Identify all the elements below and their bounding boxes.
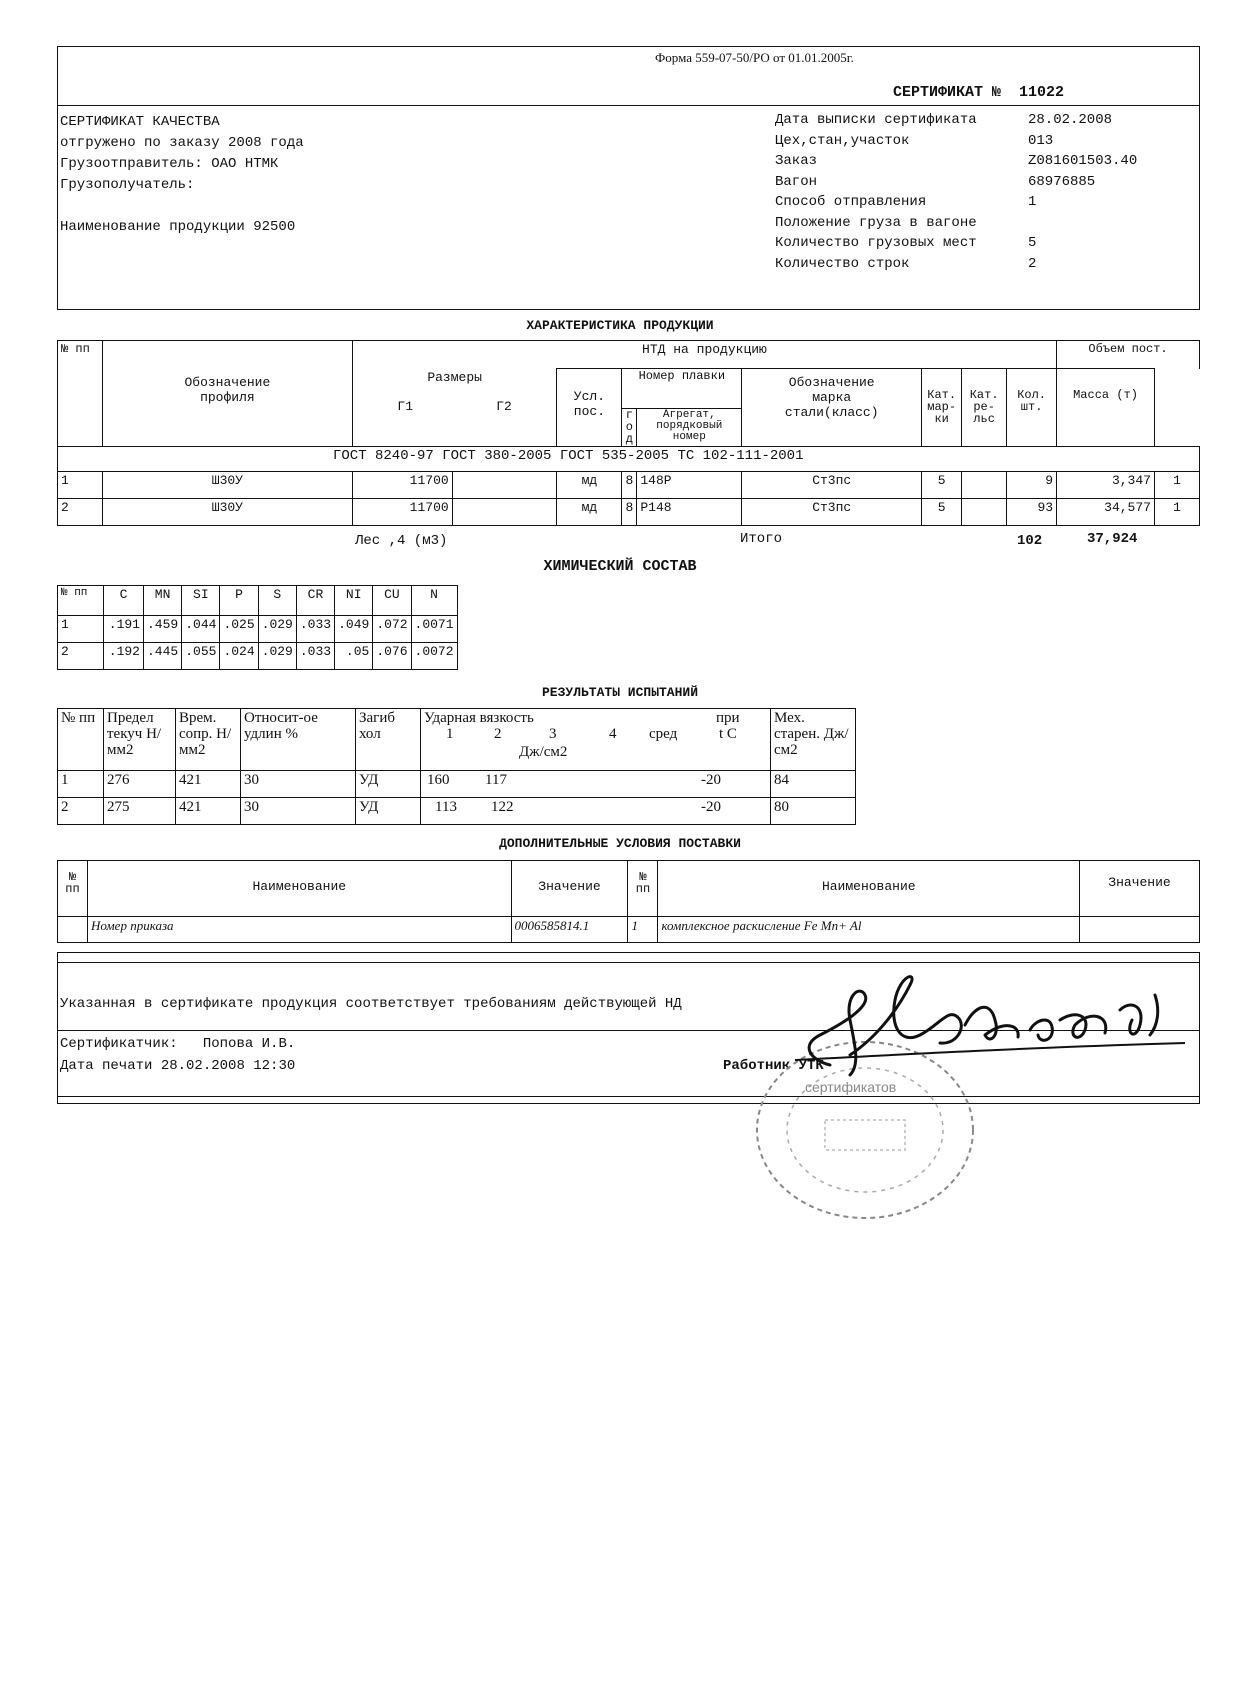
header-left bbox=[60, 112, 304, 238]
product-th-profile: Обозначение профиля bbox=[102, 341, 352, 447]
additional-cell-empty bbox=[58, 917, 88, 943]
chemical-cell: .024 bbox=[220, 643, 258, 670]
header-left-line: Грузоотправитель: ОАО НТМК bbox=[60, 156, 279, 172]
header-right bbox=[775, 110, 1137, 274]
product-cell-steel: Ст3пс bbox=[742, 499, 922, 526]
product-table bbox=[57, 340, 1200, 526]
tests-th-yield: Предел текуч Н/мм2 bbox=[104, 709, 176, 771]
product-cell-qty: 9 bbox=[1007, 472, 1057, 499]
certificate-label: СЕРТИФИКАТ № bbox=[893, 84, 1002, 101]
additional-cell-name2: комплексное раскисление Fe Mn+ Al bbox=[658, 917, 1080, 943]
tests-th-nn: № пп bbox=[58, 709, 104, 771]
chemical-th: N bbox=[411, 586, 457, 616]
certificate-value: 11022 bbox=[1019, 84, 1065, 101]
tests-cell-bend: УД bbox=[356, 798, 421, 825]
tests-th-at: при bbox=[716, 710, 740, 726]
tests-th-impact bbox=[421, 709, 771, 771]
chemical-cell: 2 bbox=[58, 643, 104, 670]
tests-th-unit: Дж/см2 bbox=[519, 744, 568, 760]
footer-divider-top bbox=[57, 962, 1200, 963]
product-cell-g2 bbox=[452, 499, 557, 526]
product-cell-profile: Ш30У bbox=[102, 472, 352, 499]
header-left-line: отгружено по заказу 2008 года bbox=[60, 135, 304, 151]
tests-th-i2: 2 bbox=[494, 726, 502, 742]
footer-certifier-name: Попова И.В. bbox=[202, 1036, 296, 1052]
product-th-cat-rel: Кат. ре-льс bbox=[962, 369, 1007, 447]
product-th-g2: Г2 bbox=[496, 398, 512, 414]
chemical-cell: 1 bbox=[58, 616, 104, 643]
header-right-row: Способ отправления 1 bbox=[775, 194, 1037, 210]
product-th-year: г о д bbox=[622, 409, 637, 447]
product-th-aggregate: Агрегат, порядковый номер bbox=[637, 409, 742, 447]
header-right-row: Дата выписки сертификата 28.02.2008 bbox=[775, 112, 1113, 128]
header-right-row: Вагон 68976885 bbox=[775, 173, 1096, 190]
product-th-sizes-label: Размеры bbox=[427, 369, 482, 385]
chemical-cell: .033 bbox=[296, 643, 334, 670]
tests-th-impact-label: Ударная вязкость bbox=[424, 710, 534, 726]
header-left-line: Наименование продукции 92500 bbox=[60, 219, 296, 235]
chemical-cell: .033 bbox=[296, 616, 334, 643]
tests-th-i4: 4 bbox=[609, 726, 617, 742]
tests-cell-bend: УД bbox=[356, 771, 421, 798]
tests-cell-tensile: 421 bbox=[176, 798, 241, 825]
section-title-additional: ДОПОЛНИТЕЛЬНЫЕ УСЛОВИЯ ПОСТАВКИ bbox=[499, 836, 741, 851]
tests-cell-elong: 30 bbox=[241, 771, 356, 798]
product-th-cat-mark: Кат. мар-ки bbox=[922, 369, 962, 447]
additional-th-name: Наименование bbox=[87, 861, 511, 917]
product-cell-cat-mark: 5 bbox=[922, 499, 962, 526]
additional-th-nn2: № пп bbox=[628, 861, 658, 917]
tests-cell-i2: 117 bbox=[485, 772, 507, 788]
tests-th-i1: 1 bbox=[446, 726, 454, 742]
section-title-product: ХАРАКТЕРИСТИКА ПРОДУКЦИИ bbox=[526, 318, 714, 333]
product-th-sizes bbox=[352, 369, 557, 447]
tests-cell-i1: 160 bbox=[427, 772, 450, 788]
chemical-cell: .191 bbox=[104, 616, 144, 643]
product-cell-cat-rel bbox=[962, 472, 1007, 499]
product-cell-nn: 2 bbox=[58, 499, 103, 526]
chemical-cell: .192 bbox=[104, 643, 144, 670]
additional-table bbox=[57, 860, 1200, 943]
chemical-th: SI bbox=[182, 586, 220, 616]
header-left-line: СЕРТИФИКАТ КАЧЕСТВА bbox=[60, 114, 220, 130]
footer-divider-bottom bbox=[57, 1096, 1200, 1097]
tests-cell-i1: 113 bbox=[435, 799, 457, 815]
chemical-th: NI bbox=[335, 586, 373, 616]
footer-worker-label: Работник УТК bbox=[723, 1058, 824, 1074]
tests-cell-elong: 30 bbox=[241, 798, 356, 825]
product-th-volume: Объем пост. bbox=[1057, 341, 1200, 369]
chemical-cell: .025 bbox=[220, 616, 258, 643]
chemical-cell: .459 bbox=[144, 616, 182, 643]
tests-cell-nn: 2 bbox=[58, 798, 104, 825]
product-cell-mass: 3,347 bbox=[1057, 472, 1155, 499]
header-divider bbox=[57, 105, 1200, 106]
header-right-row: Цех,стан,участок 013 bbox=[775, 132, 1054, 149]
product-th-heat: Номер плавки bbox=[622, 369, 742, 409]
product-cell-qty: 93 bbox=[1007, 499, 1057, 526]
chemical-cell: .0072 bbox=[411, 643, 457, 670]
chemical-cell: .029 bbox=[258, 643, 296, 670]
footer-print-date: 28.02.2008 12:30 bbox=[160, 1058, 296, 1074]
certificate-number bbox=[893, 84, 1064, 101]
header-left-line bbox=[60, 196, 304, 217]
tests-th-tensile: Врем. сопр. Н/мм2 bbox=[176, 709, 241, 771]
additional-cell-name: Номер приказа bbox=[87, 917, 511, 943]
footer-statement: Указанная в сертификате продукция соответствует требованиям действующей НД bbox=[60, 996, 682, 1012]
chemical-cell: .072 bbox=[373, 616, 411, 643]
tests-cell-tensile: 421 bbox=[176, 771, 241, 798]
tests-cell-aging: 80 bbox=[771, 798, 856, 825]
product-footer-total-label: Итого bbox=[740, 531, 783, 547]
product-cell-g1: 11700 bbox=[352, 472, 452, 499]
chemical-th: MN bbox=[144, 586, 182, 616]
header-right-row: Заказ Z081601503.40 bbox=[775, 153, 1138, 169]
additional-th-name2: Наименование bbox=[658, 861, 1080, 917]
chemical-cell: .0071 bbox=[411, 616, 457, 643]
product-th-usl: Усл. пос. bbox=[557, 369, 622, 447]
tests-th-bend: Загиб хол bbox=[356, 709, 421, 771]
product-th-ntd: НТД на продукцию bbox=[352, 341, 1056, 369]
section-title-chemical: ХИМИЧЕСКИЙ СОСТАВ bbox=[543, 558, 697, 575]
chemical-cell: .055 bbox=[182, 643, 220, 670]
product-cell-aggregate: Р148 bbox=[637, 499, 742, 526]
footer-print-label: Дата печати bbox=[60, 1058, 153, 1074]
product-cell-aggregate: 148Р bbox=[637, 472, 742, 499]
tests-cell-t: -20 bbox=[701, 772, 721, 788]
chemical-th: S bbox=[258, 586, 296, 616]
chemical-table bbox=[57, 585, 458, 670]
tests-cell-t: -20 bbox=[701, 799, 721, 815]
tests-cell-i2: 122 bbox=[491, 799, 514, 815]
chemical-cell: .049 bbox=[335, 616, 373, 643]
chemical-th: CU bbox=[373, 586, 411, 616]
product-cell-usl: мд bbox=[557, 472, 622, 499]
chemical-th: C bbox=[104, 586, 144, 616]
additional-th-nn: № пп bbox=[58, 861, 88, 917]
section-title-tests: РЕЗУЛЬТАТЫ ИСПЫТАНИЙ bbox=[541, 685, 699, 700]
footer-certifier bbox=[60, 1036, 295, 1052]
chemical-th-nn: № пп bbox=[58, 586, 104, 616]
tests-cell-impact bbox=[421, 771, 771, 798]
product-cell-usl: мд bbox=[557, 499, 622, 526]
product-cell-year: 8 bbox=[622, 472, 637, 499]
product-th-qty: Кол. шт. bbox=[1007, 369, 1057, 447]
tests-th-elong: Относит-ое удлин % bbox=[241, 709, 356, 771]
header-right-row: Положение груза в вагоне bbox=[775, 214, 977, 231]
additional-cell-value: 0006585814.1 bbox=[511, 917, 628, 943]
product-th-steel: Обозначение марка стали(класс) bbox=[742, 369, 922, 447]
product-th-mass: Масса (т) bbox=[1057, 369, 1155, 447]
tests-table bbox=[57, 708, 856, 825]
tests-th-tc: t C bbox=[719, 726, 737, 742]
additional-th-value2: Значение bbox=[1080, 861, 1200, 917]
product-cell-cat-rel bbox=[962, 499, 1007, 526]
additional-cell-value2 bbox=[1080, 917, 1200, 943]
form-ref: Форма 559-07-50/РО от 01.01.2005г. bbox=[655, 50, 854, 65]
product-footer-les: Лес ,4 (м3) bbox=[355, 533, 448, 549]
tests-cell-aging: 84 bbox=[771, 771, 856, 798]
tests-th-aging: Мех. старен. Дж/см2 bbox=[771, 709, 856, 771]
header-right-row: Количество строк 2 bbox=[775, 255, 1037, 272]
product-cell-g2 bbox=[452, 472, 557, 499]
product-cell-steel: Ст3пс bbox=[742, 472, 922, 499]
product-cell-profile: Ш30У bbox=[102, 499, 352, 526]
product-cell-g1: 11700 bbox=[352, 499, 452, 526]
additional-cell-nn2: 1 bbox=[628, 917, 658, 943]
product-th-nn: № пп bbox=[58, 341, 103, 447]
product-cell-nn: 1 bbox=[58, 472, 103, 499]
chemical-th: CR bbox=[296, 586, 334, 616]
product-cell-year: 8 bbox=[622, 499, 637, 526]
chemical-cell: .076 bbox=[373, 643, 411, 670]
tests-cell-nn: 1 bbox=[58, 771, 104, 798]
chemical-cell: .445 bbox=[144, 643, 182, 670]
tests-cell-impact bbox=[421, 798, 771, 825]
product-cell-cat-mark: 5 bbox=[922, 472, 962, 499]
header-right-row: Количество грузовых мест 5 bbox=[775, 235, 1037, 251]
additional-th-value: Значение bbox=[511, 861, 628, 917]
product-footer-total-mass: 37,924 bbox=[1087, 531, 1138, 547]
tests-cell-yield: 275 bbox=[104, 798, 176, 825]
product-footer-total-qty: 102 bbox=[1017, 533, 1043, 549]
footer-certifier-label: Сертификатчик: bbox=[60, 1036, 178, 1052]
footer-print bbox=[60, 1058, 295, 1074]
tests-th-avg: сред bbox=[649, 726, 678, 742]
header-left-line: Грузополучатель: bbox=[60, 177, 195, 193]
product-cell-type: 1 bbox=[1154, 499, 1199, 526]
product-th-g1: Г1 bbox=[397, 398, 414, 414]
chemical-cell: .05 bbox=[335, 643, 373, 670]
product-cell-type: 1 bbox=[1154, 472, 1199, 499]
product-standards: ГОСТ 8240-97 ГОСТ 380-2005 ГОСТ 535-2005 ТС 102-111-2001 bbox=[58, 447, 1200, 472]
stamp-text: сертификатов bbox=[805, 1079, 897, 1095]
tests-th-i3: 3 bbox=[549, 726, 557, 742]
chemical-cell: .029 bbox=[258, 616, 296, 643]
signature bbox=[790, 965, 1200, 1090]
chemical-cell: .044 bbox=[182, 616, 220, 643]
tests-cell-yield: 276 bbox=[104, 771, 176, 798]
product-cell-mass: 34,577 bbox=[1057, 499, 1155, 526]
chemical-th: P bbox=[220, 586, 258, 616]
